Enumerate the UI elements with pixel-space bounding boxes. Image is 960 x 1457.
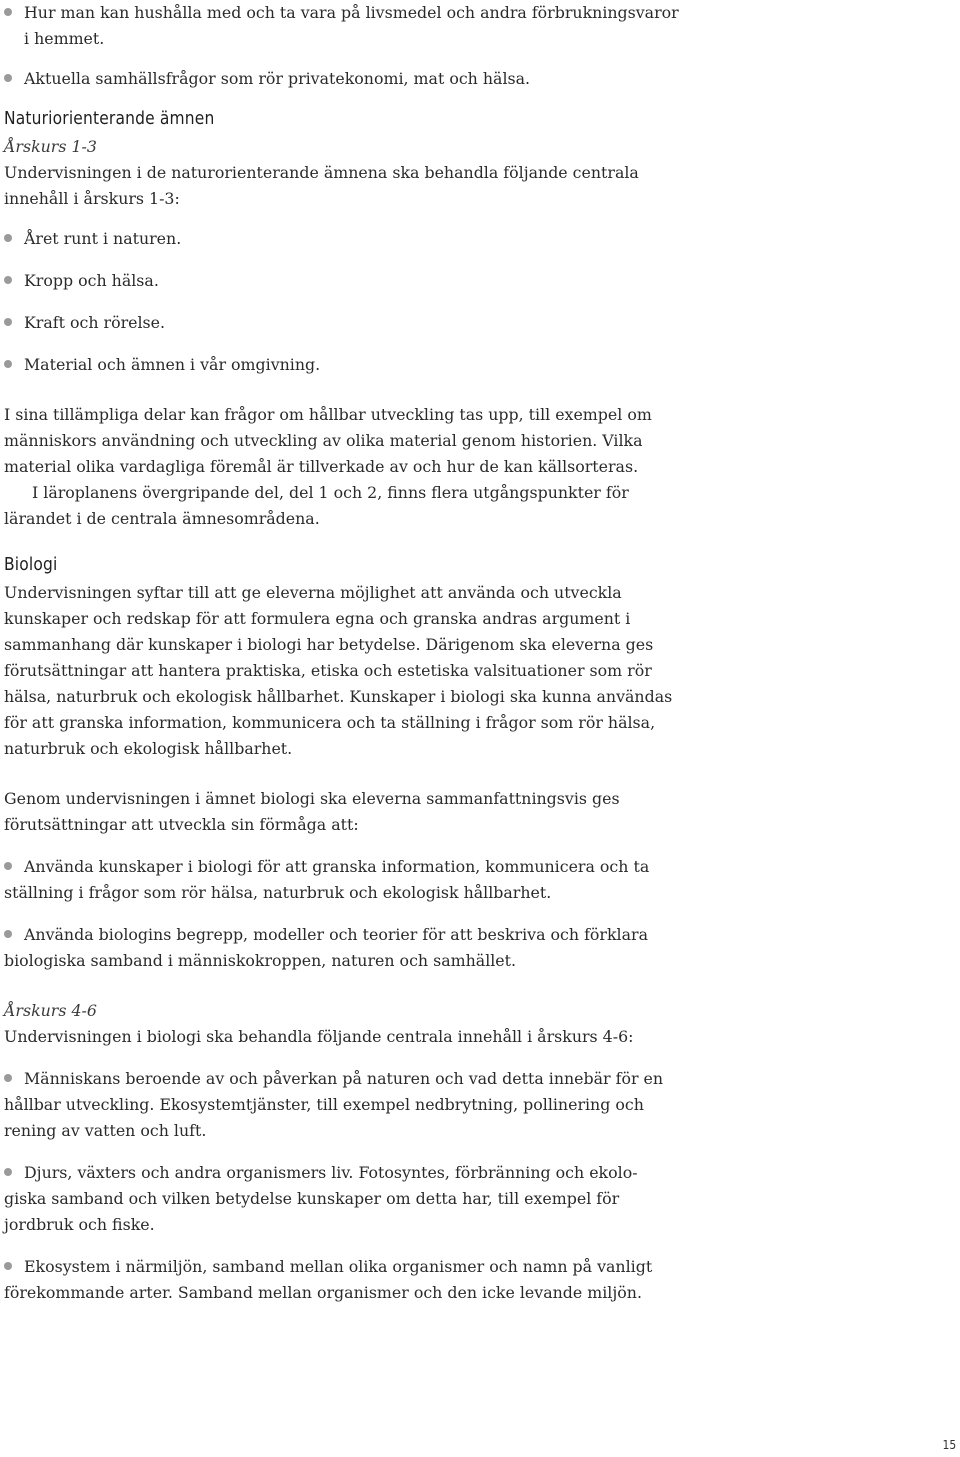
body-paragraph: Genom undervisningen i ämnet biologi ska eleverna sammanfattningsvis ges förutsättningar att utveckla sin förmåga att:: [4, 789, 620, 834]
list-item-text: Människans beroende av och påverkan på naturen och vad detta innebär för en hållbar utveckling. Ekosystemtjänster, till exempel nedbrytning, pollinering och rening av vatten och luft.: [4, 1069, 664, 1140]
list-item: [4, 0, 680, 52]
list-item-text: Djurs, växters och andra organismers liv. Fotosyntes, förbränning och ekolo- giska samband och vilken betydelse kunskaper om detta har, till exempel för jordbruk och fiske.: [4, 1163, 638, 1234]
bullet-icon: [4, 74, 12, 82]
bullet-icon: [4, 1168, 12, 1176]
list-item: [4, 1254, 680, 1306]
bullet-icon: [4, 360, 12, 368]
list-item: [4, 66, 680, 92]
bullet-icon: [4, 1262, 12, 1270]
list-item-text: Använda biologins begrepp, modeller och teorier för att beskriva och förklara biologiska samband i människokroppen, naturen och samhället.: [4, 925, 649, 970]
grade-label: Årskurs 1-3: [4, 137, 97, 156]
bullet-icon: [4, 1074, 12, 1082]
bullet-icon: [4, 276, 12, 284]
list-item-text: Kropp och hälsa.: [24, 271, 159, 290]
list-item: [4, 310, 680, 336]
list-item-text: Material och ämnen i vår omgivning.: [24, 355, 321, 374]
list-item-text: Aktuella samhällsfrågor som rör privatekonomi, mat och hälsa.: [24, 69, 531, 88]
list-item-text: Året runt i naturen.: [24, 229, 182, 248]
list-item-text: Kraft och rörelse.: [24, 313, 166, 332]
bullet-icon: [4, 234, 12, 242]
body-paragraph: I läroplanens övergripande del, del 1 och 2, finns flera utgångspunkter för lärandet i de centrala ämnesområdena.: [4, 483, 629, 528]
bullet-icon: [4, 930, 12, 938]
grade-label: Årskurs 4-6: [4, 1001, 97, 1020]
list-item: [4, 268, 680, 294]
page-number: 15: [942, 1438, 956, 1452]
body-paragraph: Undervisningen syftar till att ge eleverna möjlighet att använda och utveckla kunskaper och redskap för att formulera egna och granska andras argument i sammanhang där kunskaper i biologi har betydelse. Därigenom ska eleverna ges förutsättningar att hantera praktiska, etiska och estetiska valsituationer som rör hälsa, naturbruk och ekologisk hållbarhet. Kunskaper i biologi ska kunna användas för att granska information, kommunicera och ta ställning i frågor som rör hälsa, naturbruk och ekologisk hållbarhet.: [4, 583, 673, 758]
list-item: [4, 922, 680, 974]
section-intro: Undervisningen i biologi ska behandla följande centrala innehåll i årskurs 4-6:: [4, 1027, 634, 1046]
list-item: [4, 352, 680, 378]
list-item-text: Ekosystem i närmiljön, samband mellan olika organismer och namn på vanligt förekommande arter. Samband mellan organismer och den icke levande miljön.: [4, 1257, 653, 1302]
section-intro: Undervisningen i de naturorienterande ämnena ska behandla följande centrala innehåll i årskurs 1-3:: [4, 163, 639, 208]
section-heading-biologi: Biologi: [4, 554, 58, 575]
list-item: [4, 1160, 680, 1238]
list-item-text: Hur man kan hushålla med och ta vara på livsmedel och andra förbrukningsvaror i hemmet.: [24, 3, 679, 48]
list-item: [4, 226, 680, 252]
bullet-icon: [4, 318, 12, 326]
body-paragraph: I sina tillämpliga delar kan frågor om hållbar utveckling tas upp, till exempel om människors användning och utveckling av olika material genom historien. Vilka material olika vardagliga föremål är tillverkade av och hur de kan källsorteras.: [4, 405, 652, 476]
list-item-text: Använda kunskaper i biologi för att granska information, kommunicera och ta ställning i frågor som rör hälsa, naturbruk och ekologisk hållbarhet.: [4, 857, 650, 902]
section-heading-no: Naturiorienterande ämnen: [4, 108, 215, 129]
bullet-icon: [4, 862, 12, 870]
document-page: [4, 0, 680, 1306]
list-item: [4, 1066, 680, 1144]
bullet-icon: [4, 8, 12, 16]
list-item: [4, 854, 680, 906]
